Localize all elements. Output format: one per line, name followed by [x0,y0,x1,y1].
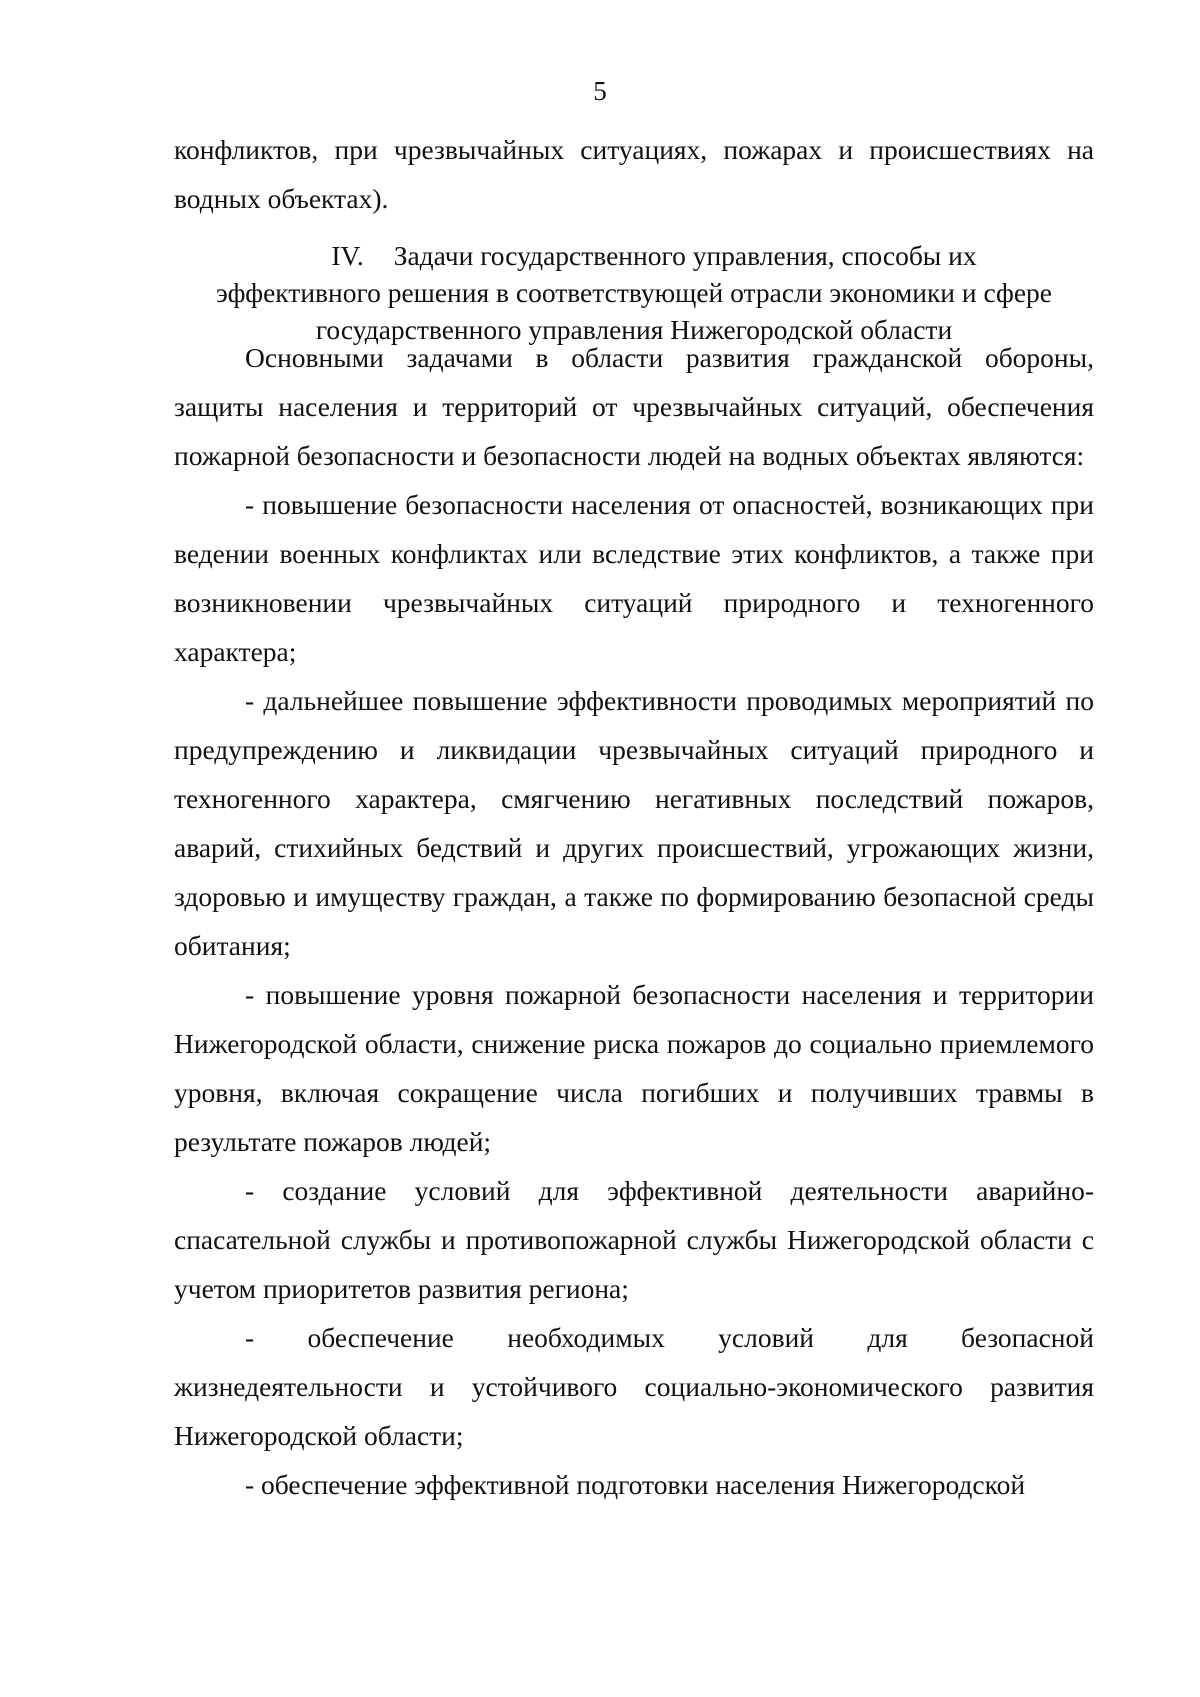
paragraph-intro: Основными задачами в области развития гражданской обороны, защиты населения и территорий от чрезвычайных ситуаций, обеспечения пожарной безопасности и безопасности людей на водных объектах являются: [174,342,1094,471]
section-heading [174,237,1094,348]
list-item: - повышение безопасности населения от опасностей, возникающих при ведении военных конфликтах или вследствие этих конфликтов, а также при возникновении чрезвычайных ситуаций природного и техногенного характера; [174,489,1094,667]
continuation-paragraph: конфликтов, при чрезвычайных ситуациях, пожарах и происшествиях на водных объектах). [174,134,1094,214]
list-item: - обеспечение эффективной подготовки населения Нижегородской [245,1469,1026,1500]
page-number: 5 [593,76,607,106]
continuation-block [174,125,1094,223]
section-title-line-2: эффективного решения в соответствующей отрасли экономики и сфере [215,277,1053,308]
section-number: IV. [331,240,364,271]
section-title-line-1: Задачи государственного управления, способы их [393,240,977,271]
section-heading-line-1 [174,237,1094,274]
list-item: - повышение уровня пожарной безопасности населения и территории Нижегородской области, снижение риска пожаров до социально приемлемого уровня, включая сокращение числа погибших и получивших травмы в результате пожаров людей; [174,979,1094,1157]
section-title-line-3: государственного управления Нижегородской области [315,314,953,345]
list-item: - дальнейшее повышение эффективности проводимых мероприятий по предупреждению и ликвидации чрезвычайных ситуаций природного и техногенного характера, смягчению негативных последствий пожаров, аварий, стихийных бедствий и других происшествий, угрожающих жизни, здоровью и имуществу граждан, а также по формированию безопасной среды обитания; [174,685,1094,961]
body-paragraphs [174,333,1094,1509]
list-item: - обеспечение необходимых условий для безопасной жизнедеятельности и устойчивого социально-экономического развития Нижегородской области; [174,1322,1094,1451]
list-item: - создание условий для эффективной деятельности аварийно-спасательной службы и противопожарной службы Нижегородской области с учетом приоритетов развития региона; [174,1175,1094,1304]
